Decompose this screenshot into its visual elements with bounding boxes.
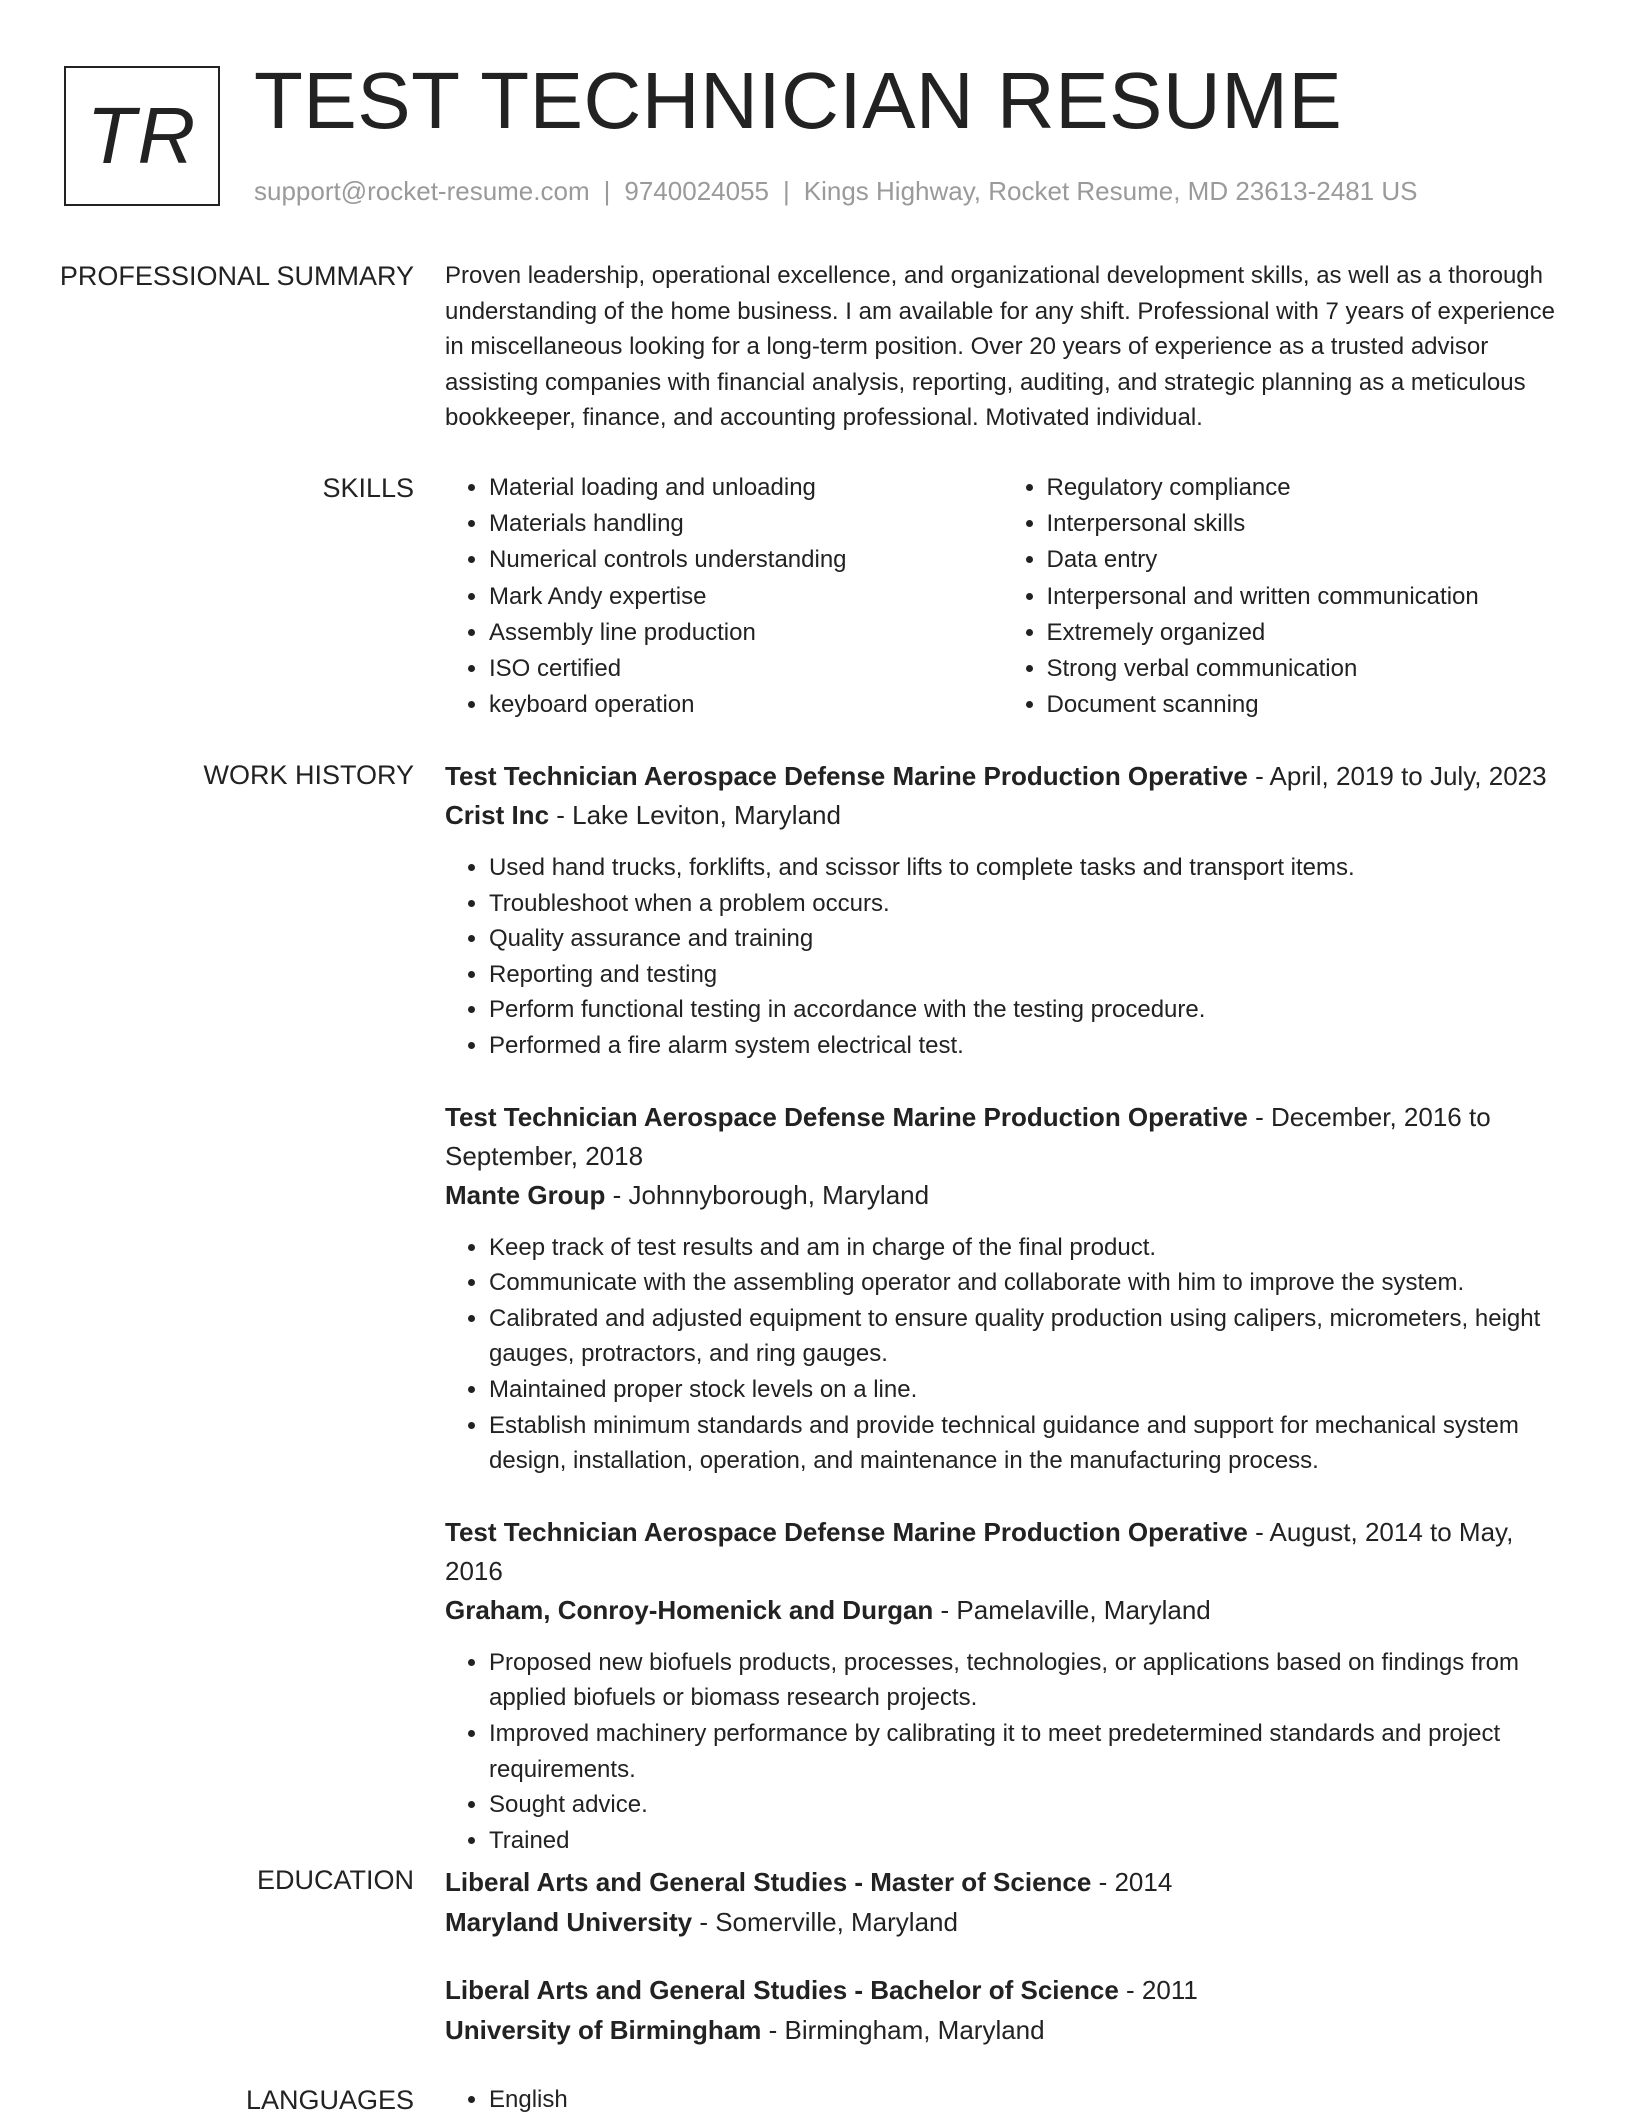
job-bullets (445, 850, 1560, 1064)
school-location: - Birmingham, Maryland (761, 2015, 1045, 2045)
section-label-languages: LANGUAGES (245, 2085, 414, 2115)
school-name: Maryland University (445, 1907, 693, 1937)
contact-email: support@rocket-resume.com (254, 176, 590, 206)
education-entry (445, 1970, 1560, 2050)
skills-list-right (1003, 470, 1561, 723)
contact-separator: | (783, 176, 790, 206)
contact-address: Kings Highway, Rocket Resume, MD 23613-2481 US (803, 176, 1418, 206)
job-dates: - December, 2016 to September, 2018 (445, 1101, 1491, 1171)
job-title: Test Technician Aerospace Defense Marine Production Operative (445, 761, 1248, 791)
job-bullet: • Perform functional testing in accordance with the testing procedure. (489, 992, 1560, 1028)
job-title-line (445, 1513, 1560, 1591)
job-bullet: • Reporting and testing (489, 957, 1560, 993)
section-label-skills: SKILLS (322, 473, 414, 503)
job-bullet: • Quality assurance and training (489, 921, 1560, 957)
skills-list-left (445, 470, 1003, 723)
job-bullet: • Maintained proper stock levels on a line. (489, 1372, 1560, 1408)
education-entry (445, 1862, 1560, 1942)
skill-item: • Extremely organized (1047, 615, 1561, 651)
job-bullet: • Improved machinery performance by calibrating it to meet predetermined standards and project requirements. (489, 1716, 1560, 1787)
company-name: Mante Group (445, 1179, 606, 1210)
job-entry (445, 1098, 1560, 1479)
degree-line (445, 1970, 1560, 2010)
language-item: • English (489, 2082, 1560, 2118)
skill-item: • Data entry (1047, 542, 1561, 578)
skill-item: • Document scanning (1047, 687, 1561, 723)
school-location: - Somerville, Maryland (692, 1907, 958, 1937)
job-bullet: • Trained (489, 1823, 1560, 1859)
skill-item: • Mark Andy expertise (489, 579, 1003, 615)
contact-separator: | (603, 176, 611, 206)
job-dates: - August, 2014 to May, 2016 (445, 1516, 1514, 1586)
section-label-work: WORK HISTORY (203, 760, 414, 790)
company-name: Crist Inc (445, 800, 550, 830)
monogram-box (64, 66, 220, 206)
job-bullet: • Sought advice. (489, 1787, 1560, 1823)
contact-line (254, 174, 1417, 208)
job-entry (445, 1513, 1560, 1859)
monogram-initials: TR (86, 91, 198, 180)
skill-item: • Material loading and unloading (489, 470, 1003, 506)
skill-item: • ISO certified (489, 651, 1003, 687)
job-bullet: • Troubleshoot when a problem occurs. (489, 886, 1560, 922)
school-line (445, 1902, 1560, 1942)
section-label-summary: PROFESSIONAL SUMMARY (59, 261, 414, 291)
summary-text: Proven leadership, operational excellence, and organizational development skills, as well as a thorough understanding of the home business. I am available for any shift. Professional with 7 years of experience in miscellaneous looking for a long-term position. Over 20 years of experience as a trusted advisor assisting companies with financial analysis, reporting, auditing, and strategic planning as a meticulous bookkeeper, finance, and accounting professional. Motivated individual. (445, 262, 1555, 432)
skill-item: • Regulatory compliance (1047, 470, 1561, 506)
job-bullet: • Keep track of test results and am in charge of the final product. (489, 1230, 1560, 1266)
job-bullet: • Performed a fire alarm system electrical test. (489, 1028, 1560, 1064)
company-line (445, 796, 1560, 834)
job-dates: - April, 2019 to July, 2023 (1247, 761, 1547, 791)
contact-phone: 9740024055 (624, 176, 769, 206)
job-entry (445, 757, 1560, 1064)
job-bullet: • Calibrated and adjusted equipment to ensure quality production using calipers, micrometers, height gauges, protractors, and ring gauges. (489, 1301, 1560, 1372)
job-bullet: • Used hand trucks, forklifts, and scissor lifts to complete tasks and transport items. (489, 850, 1560, 886)
company-location: - Johnnyborough, Maryland (605, 1179, 930, 1210)
job-bullets (445, 1230, 1560, 1479)
job-bullets (445, 1645, 1560, 1859)
degree-year: - 2011 (1118, 1975, 1198, 2005)
resume-title: TEST TECHNICIAN RESUME (254, 56, 1343, 145)
company-line (445, 1176, 1560, 1214)
skill-item: • Materials handling (489, 506, 1003, 542)
skill-item: • Assembly line production (489, 615, 1003, 651)
skill-item: • Numerical controls understanding (489, 542, 1003, 578)
skill-item: • Interpersonal skills (1047, 506, 1561, 542)
languages-list (445, 2082, 1560, 2118)
skill-item: • Interpersonal and written communication (1047, 579, 1561, 615)
job-bullet: • Proposed new biofuels products, processes, technologies, or applications based on findings from applied biofuels or biomass research projects. (489, 1645, 1560, 1716)
degree-name: Liberal Arts and General Studies - Bachelor of Science (445, 1975, 1119, 2005)
company-location: - Pamelaville, Maryland (933, 1594, 1211, 1625)
company-line (445, 1591, 1560, 1629)
job-title: Test Technician Aerospace Defense Marine Production Operative (445, 1516, 1248, 1547)
job-title-line (445, 757, 1560, 796)
degree-name: Liberal Arts and General Studies - Master of Science (445, 1867, 1092, 1897)
job-bullet: • Communicate with the assembling operator and collaborate with him to improve the system. (489, 1265, 1560, 1301)
company-name: Graham, Conroy-Homenick and Durgan (445, 1594, 934, 1625)
school-name: University of Birmingham (445, 2015, 762, 2045)
job-title: Test Technician Aerospace Defense Marine Production Operative (445, 1101, 1248, 1132)
skill-item: • keyboard operation (489, 687, 1003, 723)
job-bullet: • Establish minimum standards and provide technical guidance and support for mechanical system design, installation, operation, and maintenance in the manufacturing process. (489, 1408, 1560, 1479)
school-line (445, 2010, 1560, 2050)
skill-item: • Strong verbal communication (1047, 651, 1561, 687)
degree-line (445, 1862, 1560, 1902)
degree-year: - 2014 (1091, 1867, 1173, 1897)
company-location: - Lake Leviton, Maryland (549, 800, 841, 830)
section-label-education: EDUCATION (256, 1865, 414, 1895)
job-title-line (445, 1098, 1560, 1176)
